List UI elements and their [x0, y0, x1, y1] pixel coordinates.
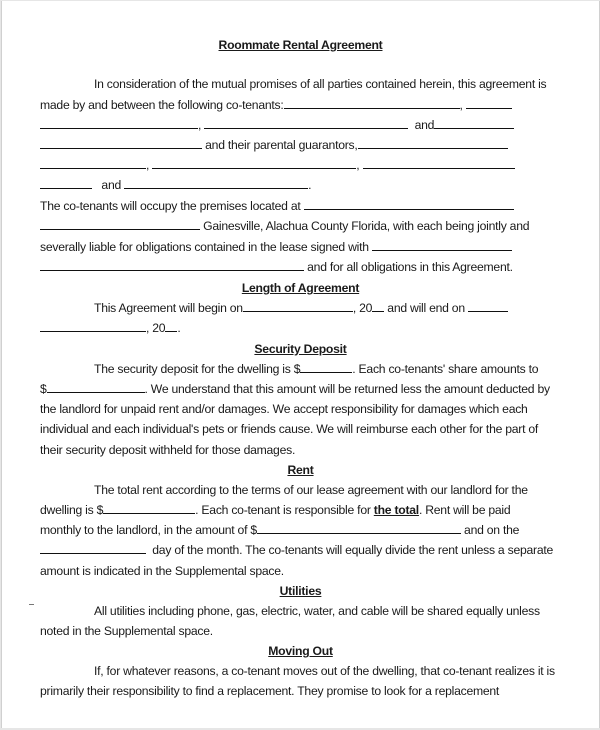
end-year-field[interactable]	[165, 318, 177, 332]
intro-line-5: , ,	[40, 155, 520, 175]
guarantor-1b-field[interactable]	[40, 155, 146, 169]
security-line-1: The security deposit for the dwelling is $ . Each co-tenants' share amounts to	[40, 359, 574, 379]
rent-line-4: day of the month. The co-tenants will equally divide the rent unless a separate	[40, 540, 520, 560]
premises-address-2-field[interactable]	[40, 216, 200, 230]
start-date-field[interactable]	[243, 298, 353, 312]
security-deposit-field[interactable]	[300, 359, 352, 373]
utilities-line-2: noted in the Supplemental space.	[40, 624, 213, 638]
utilities-heading: Utilities	[279, 584, 322, 598]
security-line-4: individual and each individual's pets or friends cause. We will reimburse each other for the part of	[40, 422, 539, 436]
intro-line-2: made by and between the following co-tenants: ,	[40, 95, 520, 115]
cotenant-1-field[interactable]	[284, 95, 460, 109]
length-line-2: , 20 .	[40, 318, 520, 338]
security-line-3: the landlord for unpaid rent and/or damages. We accept responsibility for damages which each	[40, 402, 528, 416]
guarantor-2-field[interactable]	[152, 155, 356, 169]
moving-out-heading: Moving Out	[268, 644, 333, 658]
rent-line-5: amount is indicated in the Supplemental space.	[40, 564, 284, 578]
cotenant-2-field[interactable]	[466, 95, 512, 109]
premises-line-3: severally liable for obligations contained in the lease signed with	[40, 237, 520, 257]
length-line-1: This Agreement will begin on , 20 and will end on	[40, 298, 574, 318]
moving-out-line-1: If, for whatever reasons, a co-tenant moves out of the dwelling, that co-tenant realizes it is	[94, 664, 555, 678]
premises-line-4: and for all obligations in this Agreement.	[40, 257, 520, 277]
monthly-amount-field[interactable]	[257, 520, 461, 534]
intro-line-4: and their parental guarantors,	[40, 135, 520, 155]
total-rent-field[interactable]	[103, 500, 195, 514]
start-year-field[interactable]	[372, 298, 384, 312]
premises-line-2: Gainesville, Alachua County Florida, with each being jointly and	[40, 216, 520, 236]
utilities-line-1: All utilities including phone, gas, electric, water, and cable will be shared equally unless	[94, 604, 540, 618]
share-amount-field[interactable]	[47, 379, 145, 393]
premises-line-1: The co-tenants will occupy the premises located at	[40, 196, 520, 216]
guarantor-3b-field[interactable]	[40, 175, 92, 189]
end-date-field[interactable]	[468, 298, 508, 312]
margin-mark	[29, 604, 34, 605]
cotenant-4b-field[interactable]	[40, 135, 202, 149]
rent-line-1: The total rent according to the terms of our lease agreement with our landlord for the	[94, 483, 528, 497]
end-date-2-field[interactable]	[40, 318, 146, 332]
rent-line-3: monthly to the landlord, in the amount of $ and on the	[40, 520, 520, 540]
premises-address-field[interactable]	[304, 196, 514, 210]
cotenant-2b-field[interactable]	[40, 115, 198, 129]
guarantor-3-field[interactable]	[363, 155, 515, 169]
rent-heading: Rent	[287, 463, 314, 477]
landlord-2-field[interactable]	[40, 257, 304, 271]
due-day-field[interactable]	[40, 540, 146, 554]
intro-line-6: and .	[40, 175, 520, 195]
length-heading: Length of Agreement	[241, 281, 360, 295]
cotenant-3-field[interactable]	[204, 115, 408, 129]
rent-line-2: dwelling is $ . Each co-tenant is responsible for the total. Rent will be paid	[40, 500, 520, 520]
guarantor-4-field[interactable]	[124, 175, 308, 189]
guarantor-1-field[interactable]	[358, 135, 508, 149]
intro-line-3: , and	[40, 115, 520, 135]
document-page	[1, 1, 600, 728]
cotenant-4-field[interactable]	[434, 115, 514, 129]
intro-line-1: In consideration of the mutual promises of all parties contained herein, this agreement is	[94, 77, 547, 91]
landlord-field[interactable]	[372, 237, 512, 251]
security-line-5: their security deposit withheld for those damages.	[40, 443, 296, 457]
security-line-2: $ . We understand that this amount will be returned less the amount deducted by	[40, 379, 520, 399]
moving-out-line-2: primarily their responsibility to find a replacement. They promise to look for a replacement	[40, 684, 500, 698]
security-heading: Security Deposit	[254, 342, 347, 356]
document-title: Roommate Rental Agreement	[218, 38, 383, 52]
